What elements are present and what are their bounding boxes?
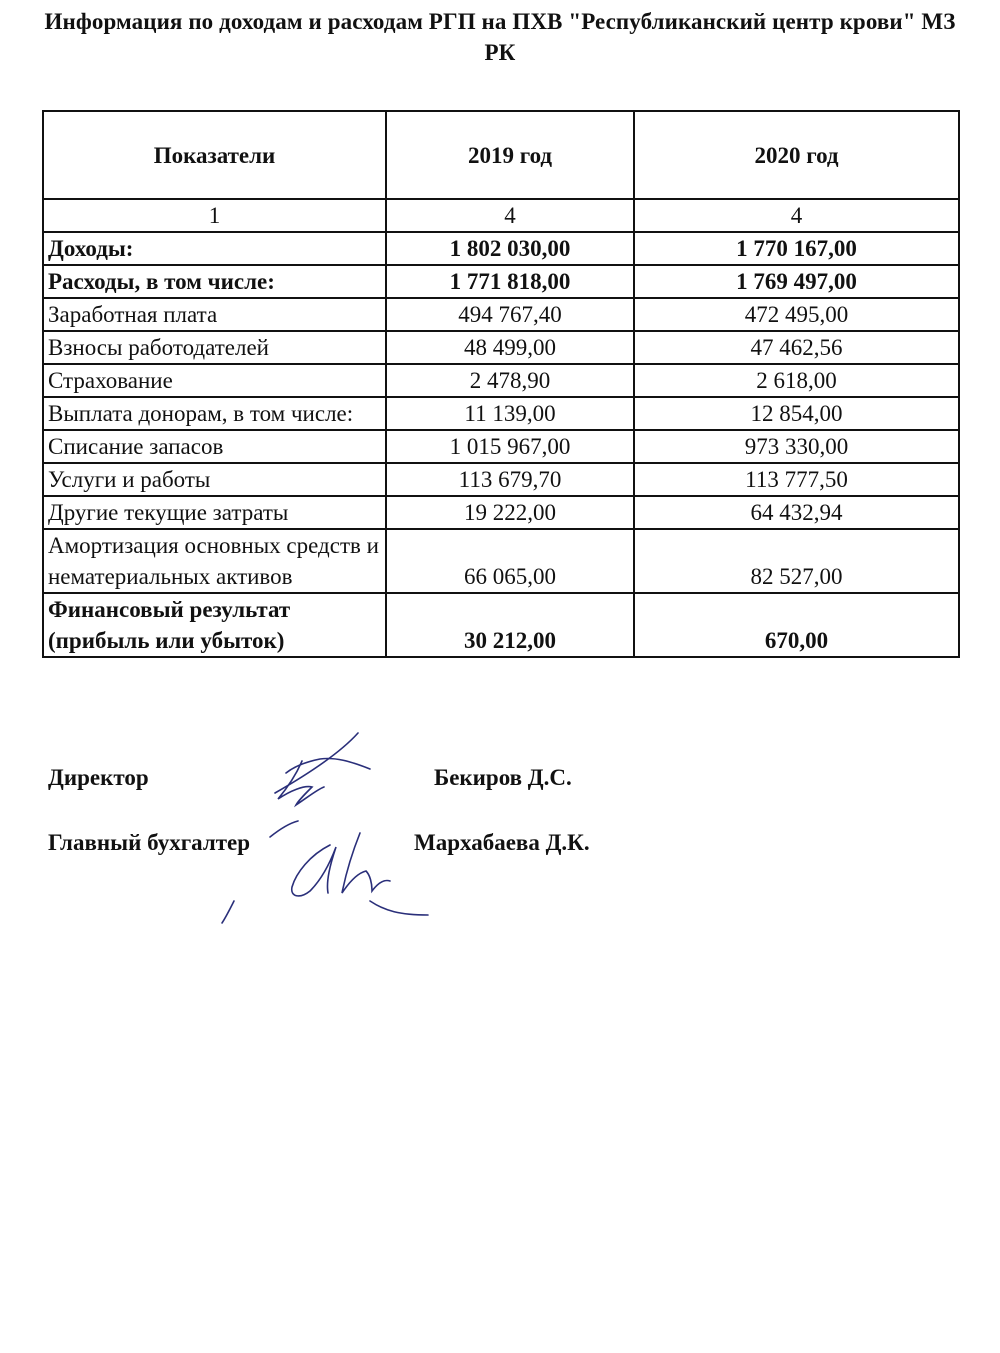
table-row-income [43,232,959,265]
value-2020: 47 462,56 [634,331,959,364]
value-2019: 11 139,00 [386,397,634,430]
table-row-employer-contributions [43,331,959,364]
table-row-salary [43,298,959,331]
director-name: Бекиров Д.С. [434,765,572,790]
table-row-expenses [43,265,959,298]
table-row-depreciation [43,529,959,593]
value-2020: 64 432,94 [634,496,959,529]
value-2020: 1 770 167,00 [634,232,959,265]
accountant-name: Мархабаева Д.К. [414,830,590,855]
value-2020: 670,00 [634,593,959,657]
row-label: Выплата донорам, в том числе: [43,397,386,430]
row-label: Списание запасов [43,430,386,463]
income-expense-table [42,110,960,658]
value-2020: 82 527,00 [634,529,959,593]
index-cell: 4 [386,199,634,232]
value-2019: 66 065,00 [386,529,634,593]
value-2019: 494 767,40 [386,298,634,331]
value-2019: 2 478,90 [386,364,634,397]
row-label: Взносы работодателей [43,331,386,364]
value-2019: 1 802 030,00 [386,232,634,265]
row-label: Заработная плата [43,298,386,331]
value-2019: 48 499,00 [386,331,634,364]
value-2020: 12 854,00 [634,397,959,430]
value-2019: 113 679,70 [386,463,634,496]
table-row-other-costs [43,496,959,529]
value-2019: 1 015 967,00 [386,430,634,463]
header-2019: 2019 год [386,111,634,199]
accountant-title: Главный бухгалтер [48,830,251,855]
table-header-row [43,111,959,199]
table-row-donor-payments [43,397,959,430]
row-label: Расходы, в том числе: [43,265,386,298]
value-2020: 113 777,50 [634,463,959,496]
row-label: Доходы: [43,232,386,265]
accountant-signature-icon [222,821,428,923]
director-title: Директор [48,765,149,790]
row-label: Страхование [43,364,386,397]
row-label: Услуги и работы [43,463,386,496]
row-label: Другие текущие затраты [43,496,386,529]
index-row [43,199,959,232]
value-2019: 1 771 818,00 [386,265,634,298]
table-row-insurance [43,364,959,397]
table-row-financial-result [43,593,959,657]
row-label: Амортизация основных средств и нематериальных активов [43,529,386,593]
value-2019: 30 212,00 [386,593,634,657]
value-2020: 1 769 497,00 [634,265,959,298]
table-row-inventory-writeoff [43,430,959,463]
director-signature-icon [275,733,370,805]
index-cell: 1 [43,199,386,232]
value-2019: 19 222,00 [386,496,634,529]
value-2020: 2 618,00 [634,364,959,397]
table-row-services [43,463,959,496]
handwritten-signatures [200,725,460,935]
value-2020: 472 495,00 [634,298,959,331]
index-cell: 4 [634,199,959,232]
header-2020: 2020 год [634,111,959,199]
row-label: Финансовый результат (прибыль или убыток) [43,593,386,657]
value-2020: 973 330,00 [634,430,959,463]
header-indicators: Показатели [43,111,386,199]
document-title: Информация по доходам и расходам РГП на ПХВ "Республиканский центр крови" МЗ РК [44,9,956,65]
